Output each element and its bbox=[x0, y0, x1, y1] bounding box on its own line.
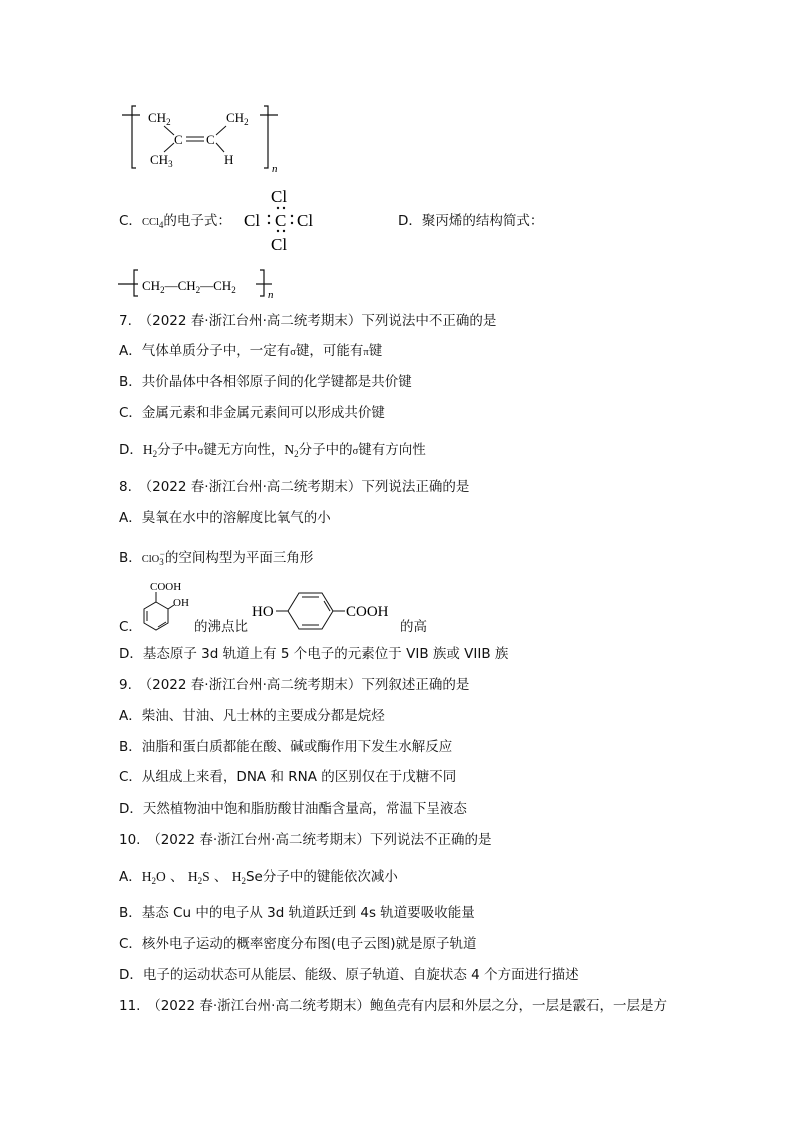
q7-option-c: C．金属元素和非金属元素间可以形成共价键 bbox=[119, 405, 385, 421]
q7-option-a: A．气体单质分子中，一定有σ键，可能有π键 bbox=[119, 343, 383, 359]
ch2-left: $CH_2$ bbox=[148, 110, 171, 127]
q8-option-d: D．基态原子 3d 轨道上有 5 个电子的元素位于 VIB 族或 VIIB 族 bbox=[119, 646, 509, 662]
q8-option-c-post: 的高 bbox=[400, 619, 427, 635]
carbon-2: C bbox=[206, 132, 215, 147]
hydrogen: H bbox=[224, 152, 234, 167]
q7-option-d: D．$H_2$分子中σ键无方向性，$N_2$分子中的σ键有方向性 bbox=[119, 442, 426, 459]
carbon-1: C bbox=[174, 132, 183, 147]
q10-option-a: A．$H_2O$ 、 $H_2S$ 、 $H_2Se$分子中的键能依次减小 bbox=[119, 869, 398, 886]
q10-stem: 10. （2022 春·浙江台州·高二统考期末）下列说法不正确的是 bbox=[119, 832, 492, 848]
q11-stem: 11. （2022 春·浙江台州·高二统考期末）鲍鱼壳有内层和外层之分，一层是霰石，一层是方 bbox=[119, 998, 667, 1014]
q8-option-c: C． bbox=[119, 619, 142, 635]
q9-option-b: B．油脂和蛋白质都能在酸、碱或酶作用下发生水解反应 bbox=[119, 739, 453, 755]
ch2-right: $CH_2$ bbox=[226, 110, 249, 127]
svg-text:CH2—CH2—CH2: $CH_2—CH_2—CH_2$ bbox=[142, 278, 236, 295]
polymer-structure-top bbox=[122, 104, 292, 174]
q10-option-d: D．电子的运动状态可从能层、能级、原子轨道、自旋状态 4 个方面进行描述 bbox=[119, 967, 579, 983]
option-d-polypropylene: D．聚丙烯的结构简式： bbox=[398, 213, 544, 229]
ccl4-electron-formula bbox=[244, 186, 324, 254]
svg-text:C: C bbox=[275, 211, 287, 230]
q8-option-c-mid: 的沸点比 bbox=[194, 619, 248, 635]
svg-text:n: n bbox=[268, 289, 274, 300]
ch3-group: $CH_3$ bbox=[150, 152, 173, 169]
svg-text:Cl: Cl bbox=[271, 187, 288, 206]
polypropylene-structure bbox=[118, 266, 288, 300]
svg-text:HO: HO bbox=[252, 604, 274, 620]
q7-stem: 7. （2022 春·浙江台州·高二统考期末）下列说法中不正确的是 bbox=[119, 313, 497, 329]
svg-text:Cl: Cl bbox=[297, 211, 314, 230]
q8-option-b: B．ClO$_3$−的空间构型为平面三角形 bbox=[119, 549, 314, 567]
q8-stem: 8. （2022 春·浙江台州·高二统考期末）下列说法正确的是 bbox=[119, 479, 470, 495]
svg-text:COOH: COOH bbox=[346, 604, 389, 620]
q9-option-c: C．从组成上来看，DNA 和 RNA 的区别仅在于戊糖不同 bbox=[119, 769, 457, 785]
q10-option-c: C．核外电子运动的概率密度分布图(电子云图)就是原子轨道 bbox=[119, 936, 477, 952]
option-c-ccl4: C．CCl$_4$的电子式： bbox=[119, 213, 231, 230]
svg-text:Cl: Cl bbox=[271, 235, 288, 254]
q9-stem: 9. （2022 春·浙江台州·高二统考期末）下列叙述正确的是 bbox=[119, 677, 470, 693]
svg-text:COOH: COOH bbox=[150, 581, 182, 593]
q8-option-a: A．臭氧在水中的溶解度比氧气的小 bbox=[119, 510, 331, 526]
q10-option-b: B．基态 Cu 中的电子从 3d 轨道跃迁到 4s 轨道要吸收能量 bbox=[119, 905, 475, 921]
svg-text:Cl: Cl bbox=[244, 211, 261, 230]
q9-option-a: A．柴油、甘油、凡士林的主要成分都是烷烃 bbox=[119, 708, 385, 724]
q7-option-b: B．共价晶体中各相邻原子间的化学键都是共价键 bbox=[119, 374, 412, 390]
salicylic-acid-structure bbox=[136, 578, 198, 636]
svg-text:OH: OH bbox=[173, 597, 189, 609]
q9-option-d: D．天然植物油中饱和脂肪酸甘油酯含量高，常温下呈液态 bbox=[119, 801, 467, 817]
n-subscript: n bbox=[272, 163, 278, 174]
p-hydroxybenzoic-acid-structure bbox=[252, 590, 402, 636]
